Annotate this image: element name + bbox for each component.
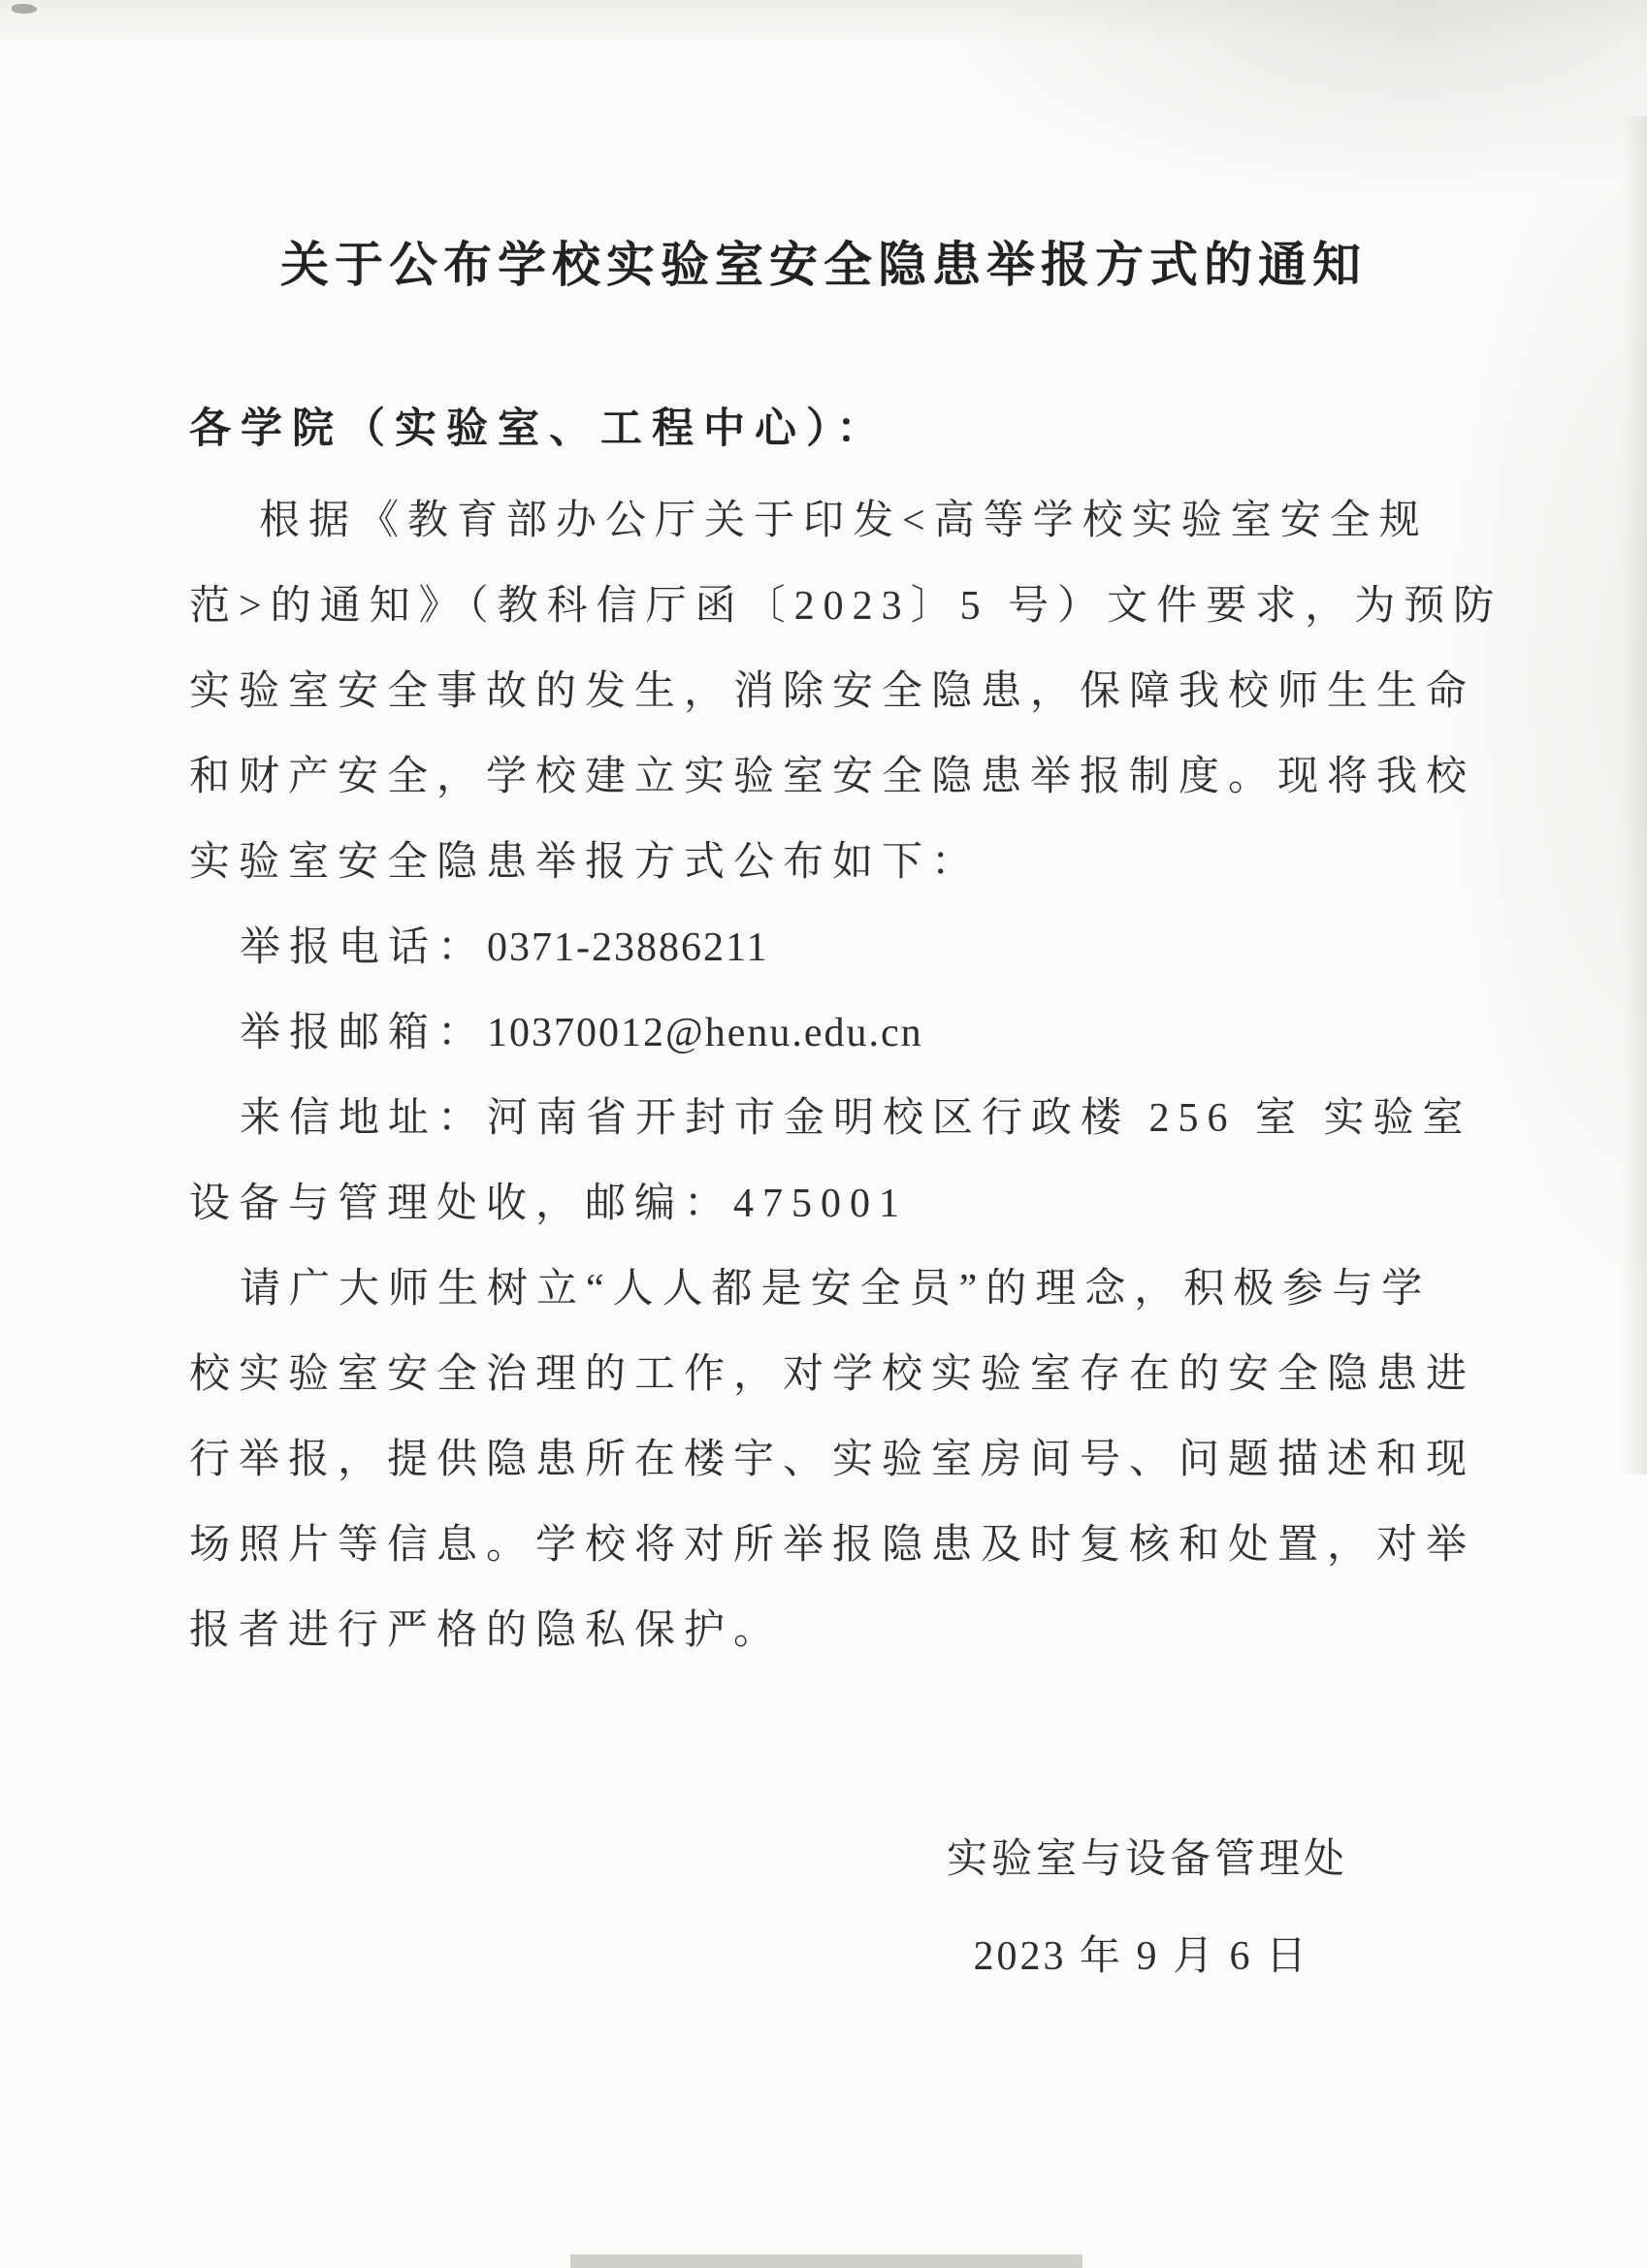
issuing-department-signature: 实验室与设备管理处 — [946, 1837, 1348, 1882]
scan-artifact-edge-shadow — [1622, 116, 1647, 1474]
scan-artifact-bottom-strip — [570, 2254, 1082, 2268]
paragraph1-line: 范>的通知》（教科信厅函〔2023〕5 号）文件要求，为预防 — [189, 584, 1503, 629]
paragraph2-line: 校实验室安全治理的工作，对学校实验室存在的安全隐患进 — [189, 1352, 1476, 1397]
scan-artifact-speck — [12, 4, 37, 14]
report-phone-label: 举报电话： — [240, 925, 488, 970]
page-title: 关于公布学校实验室安全隐患举报方式的通知 — [280, 238, 1367, 292]
report-phone-number: 0371-23886211 — [487, 925, 769, 970]
paragraph2-line: 行举报，提供隐患所在楼宇、实验室房间号、问题描述和现 — [189, 1438, 1476, 1482]
paragraph1-line: 实验室安全隐患举报方式公布如下： — [189, 840, 982, 885]
paragraph1-line: 和财产安全，学校建立实验室安全隐患举报制度。现将我校 — [189, 755, 1476, 799]
paragraph2-line: 请广大师生树立“人人都是安全员”的理念，积极参与学 — [240, 1267, 1432, 1312]
paragraph1-line: 根据《教育部办公厅关于印发<高等学校实验室安全规 — [259, 499, 1429, 543]
paragraph2-line: 报者进行严格的隐私保护。 — [189, 1608, 784, 1653]
report-phone-line — [189, 905, 1494, 990]
report-address-line2: 设备与管理处收，邮编：475001 — [189, 1182, 909, 1226]
issue-date: 2023 年 9 月 6 日 — [973, 1934, 1309, 1979]
paragraph2-line: 场照片等信息。学校将对所举报隐患及时复核和处置，对举 — [189, 1523, 1476, 1568]
document-body — [189, 478, 1503, 1673]
report-address-value: 河南省开封市金明校区行政楼 256 室 实验室 — [487, 1096, 1472, 1141]
paragraph1-line: 实验室安全事故的发生，消除安全隐患，保障我校师生生命 — [189, 669, 1476, 714]
report-address-label: 来信地址： — [240, 1096, 488, 1141]
report-email-address: 10370012@henu.edu.cn — [487, 1011, 923, 1055]
report-email-line — [189, 990, 1494, 1076]
report-email-label: 举报邮箱： — [240, 1011, 488, 1055]
report-address-line1 — [189, 1076, 1494, 1161]
salutation-line: 各学院（实验室、工程中心）： — [189, 405, 888, 452]
